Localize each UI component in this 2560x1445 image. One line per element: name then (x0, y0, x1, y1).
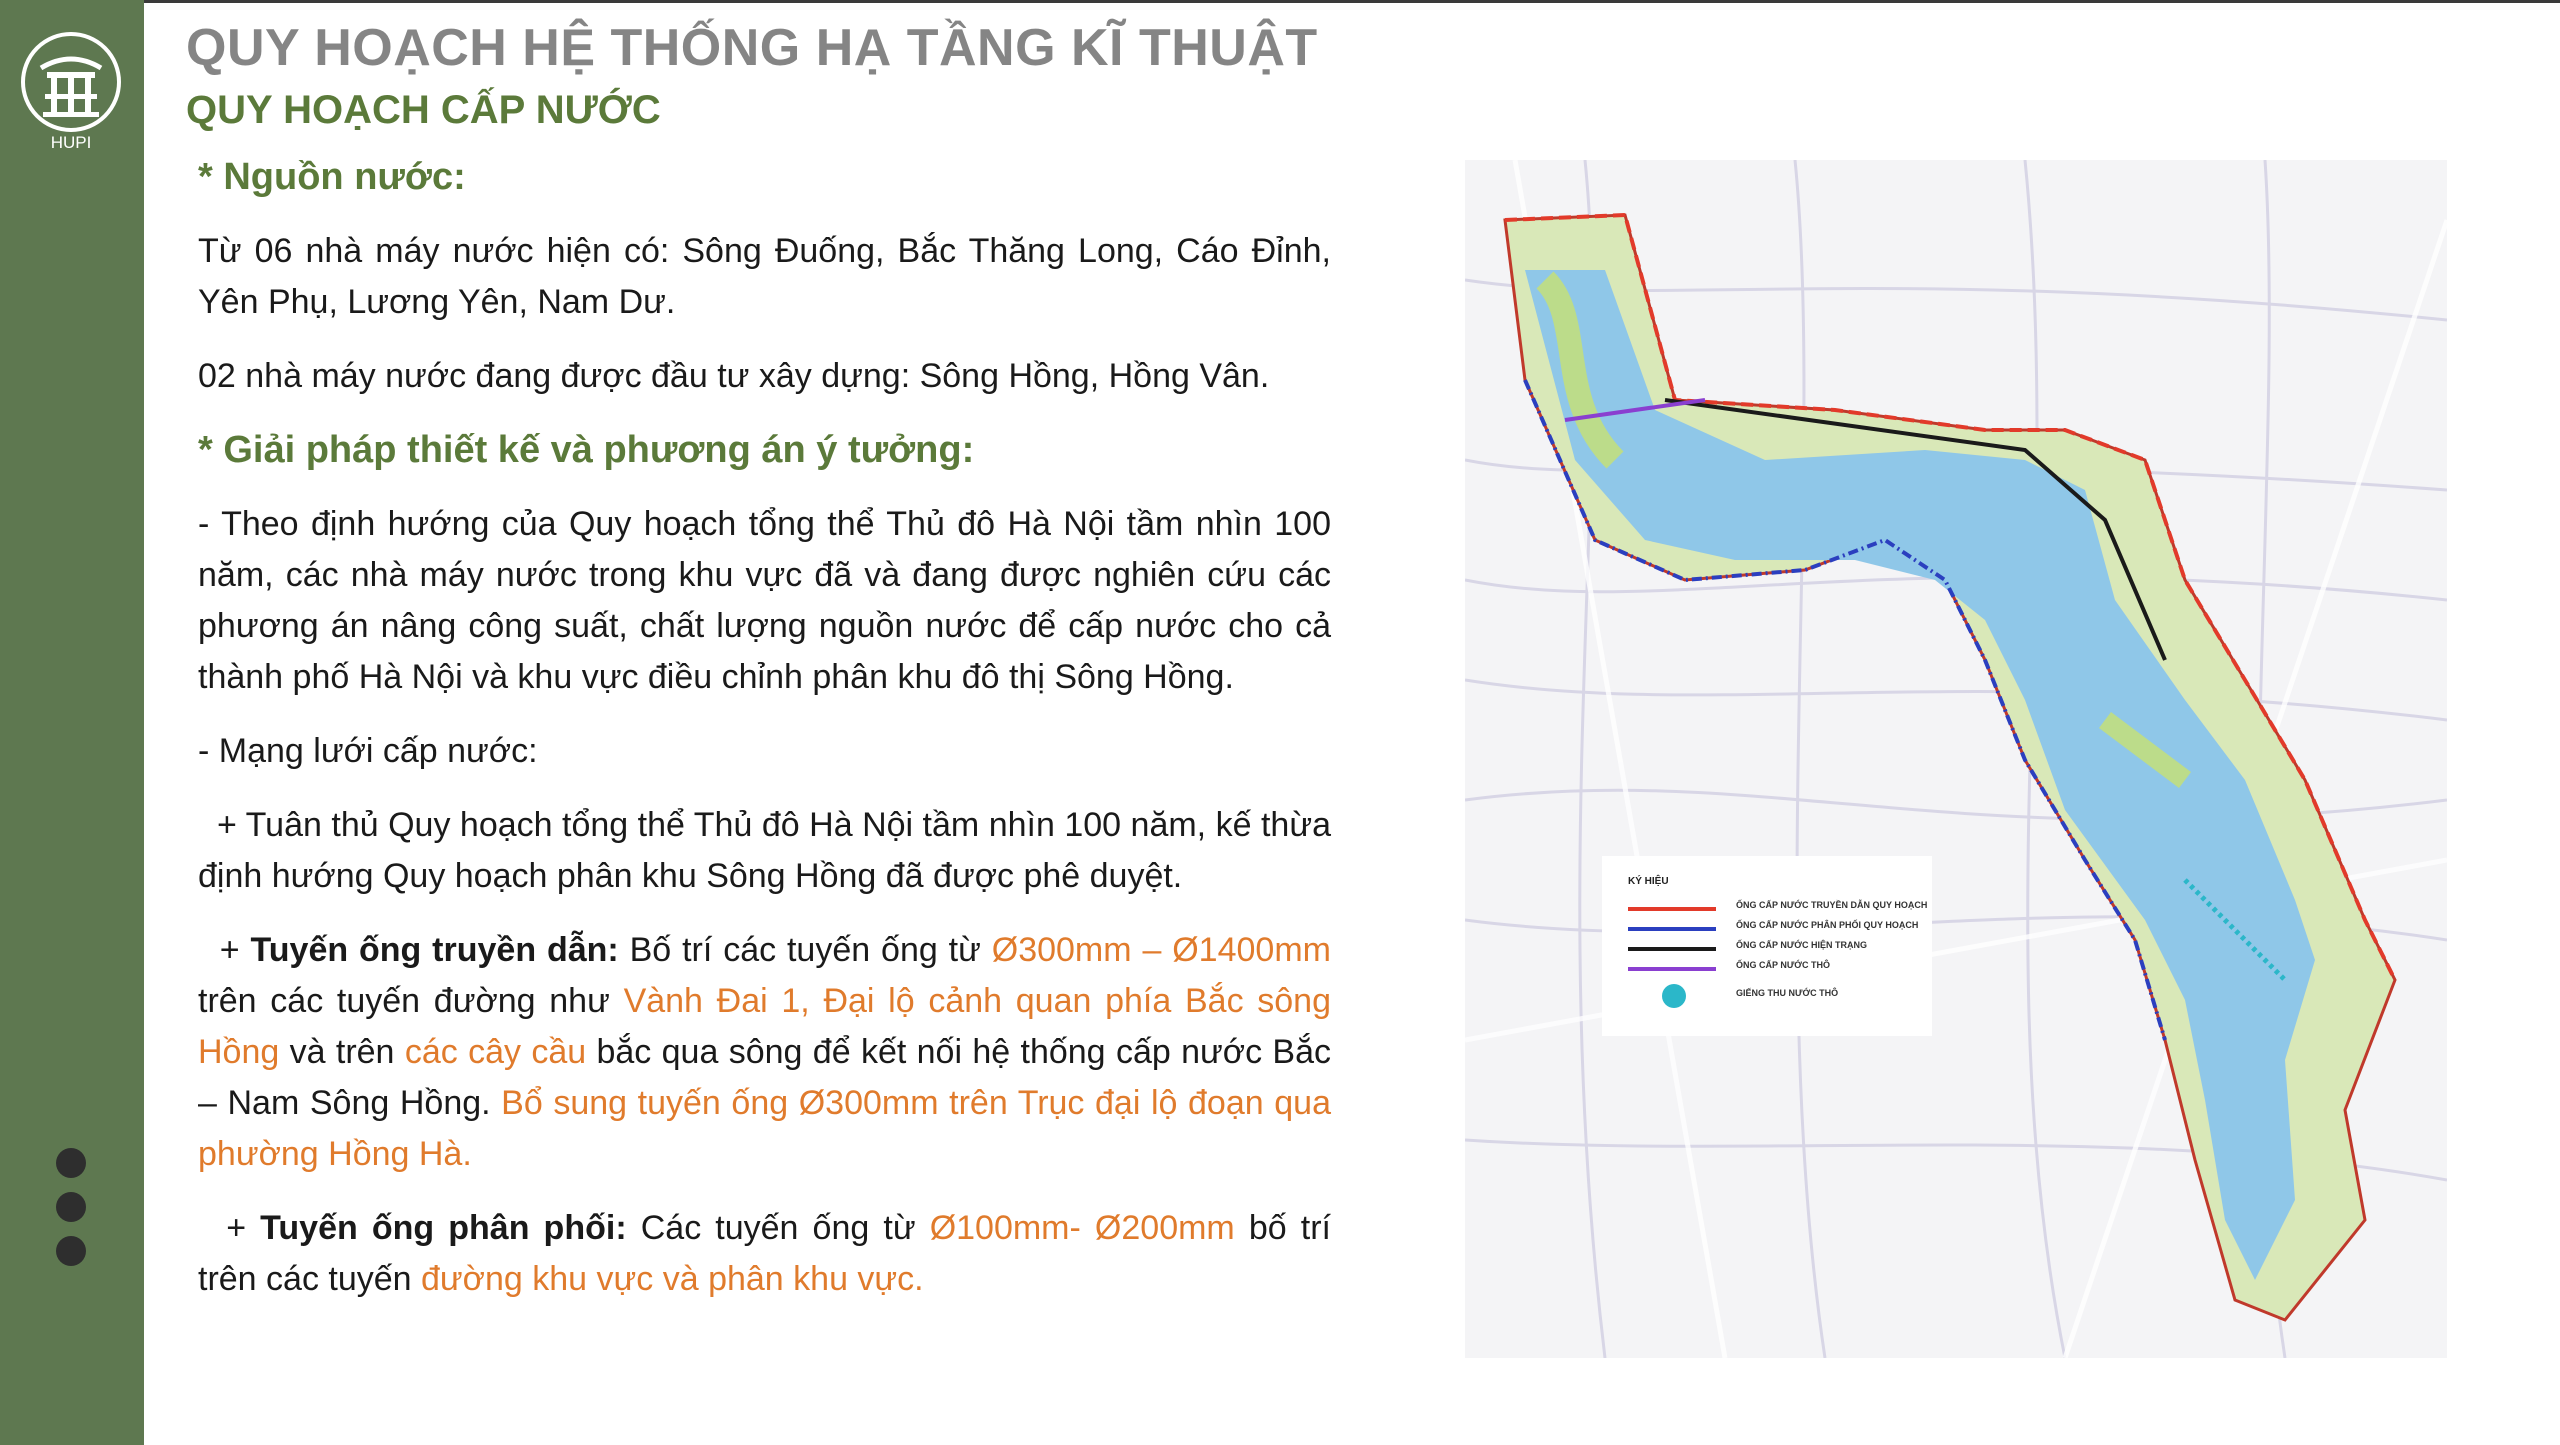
heading-water-source: * Nguồn nước: (198, 156, 466, 198)
dot-1[interactable] (56, 1148, 86, 1178)
legend-item-well: GIẾNG THU NƯỚC THÔ (1628, 988, 1928, 1004)
legend-item-raw: ỐNG CẤP NƯỚC THÔ (1628, 960, 1928, 976)
hupi-logo-icon (17, 30, 125, 152)
distribution-label: Tuyến ống phân phối: (260, 1209, 627, 1247)
sidebar (0, 0, 144, 1445)
dot-2[interactable] (56, 1192, 86, 1222)
transmission-diameter: Ø300mm – Ø1400mm (991, 931, 1331, 969)
paragraph-network: - Mạng lưới cấp nước: (198, 732, 538, 770)
legend-item-existing: ỐNG CẤP NƯỚC HIỆN TRẠNG (1628, 940, 1928, 956)
raw-water-well-icon (1662, 984, 1686, 1008)
header-rule (144, 0, 2560, 3)
paragraph-new-plants: 02 nhà máy nước đang được đầu tư xây dựng: Sông Hồng, Hồng Vân. (198, 357, 1270, 395)
dot-3[interactable] (56, 1236, 86, 1266)
water-supply-map (1465, 160, 2447, 1358)
paragraph-distribution: + Tuyến ống phân phối: Các tuyến ống từ Ø100mm- Ø200mm bố trí trên các tuyến đường khu vực và phân khu vực. (198, 1209, 1341, 1298)
page-title: QUY HOẠCH HỆ THỐNG HẠ TẦNG KĨ THUẬT (186, 19, 1318, 77)
map-legend (1602, 856, 1932, 1036)
page-subtitle: QUY HOẠCH CẤP NƯỚC (186, 88, 661, 132)
distribution-roads: đường khu vực và phân khu vực. (421, 1260, 924, 1298)
transmission-label: Tuyến ống truyền dẫn: (250, 931, 619, 969)
legend-item-transmission: ỐNG CẤP NƯỚC TRUYỀN DẪN QUY HOẠCH (1628, 900, 1928, 916)
transmission-roads: Vành Đai 1, Đại lộ cảnh quan phía Bắc sông Hồng (198, 982, 1341, 1071)
paragraph-existing-plants: Từ 06 nhà máy nước hiện có: Sông Đuống, Bắc Thăng Long, Cáo Đỉnh, Yên Phụ, Lương Yên, Nam Dư. (198, 232, 1331, 321)
paragraph-compliance: + Tuân thủ Quy hoạch tổng thể Thủ đô Hà Nội tầm nhìn 100 năm, kế thừa định hướng Quy hoạch phân khu Sông Hồng đã được phê duyệt. (198, 806, 1341, 895)
heading-design-solution: * Giải pháp thiết kế và phương án ý tưởng: (198, 429, 975, 471)
svg-text:HUPI: HUPI (50, 133, 92, 152)
legend-title: KÝ HIỆU (1628, 876, 1669, 887)
distribution-diameter: Ø100mm- Ø200mm (929, 1209, 1235, 1247)
pagination-dots (56, 1148, 88, 1280)
content (198, 152, 1341, 1305)
legend-item-distribution: ỐNG CẤP NƯỚC PHÂN PHỐI QUY HOẠCH (1628, 920, 1928, 936)
paragraph-transmission: + Tuyến ống truyền dẫn: Bố trí các tuyến ống từ Ø300mm – Ø1400mm trên các tuyến đường như Vành Đai 1, Đại lộ cảnh quan phía Bắc sông Hồng và trên các cây cầu bắc qua sông để kết nối hệ thống cấp nước Bắc – Nam Sông Hồng. Bổ sung tuyến ống Ø300mm trên Trục đại lộ đoạn qua phường Hồng Hà. (198, 931, 1341, 1173)
transmission-bridges: các cây cầu (404, 1033, 587, 1071)
paragraph-orientation: - Theo định hướng của Quy hoạch tổng thể Thủ đô Hà Nội tầm nhìn 100 năm, các nhà máy nước trong khu vực đã và đang được nghiên cứu các phương án nâng công suất, chất lượng nguồn nước để cấp nước cho cả thành phố Hà Nội và khu vực điều chỉnh phân khu đô thị Sông Hồng. (198, 505, 1331, 696)
transmission-addition: Bổ sung tuyến ống Ø300mm trên Trục đại lộ đoạn qua phường Hồng Hà. (198, 1084, 1341, 1173)
